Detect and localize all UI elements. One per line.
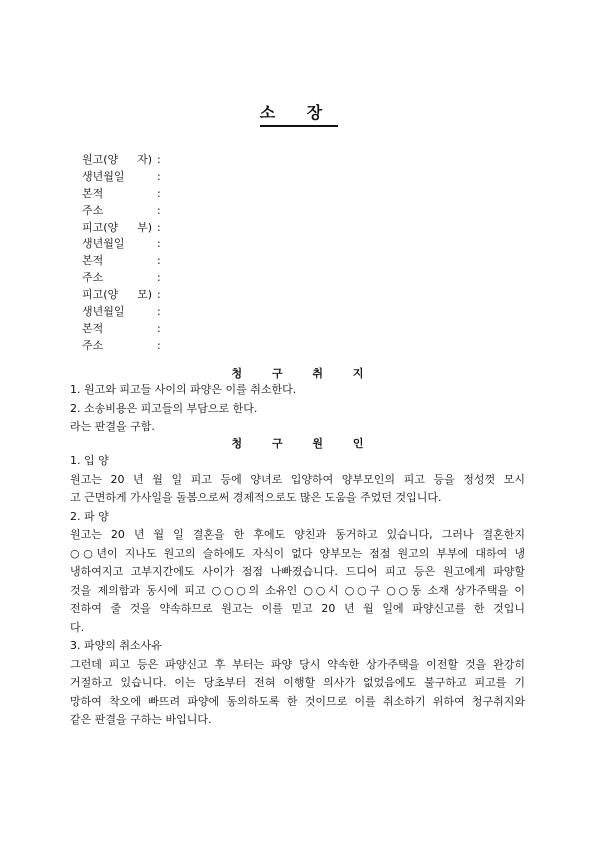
- title-underline: [260, 125, 338, 127]
- paragraph-line: ○○년이 지나도 원고의 슬하에도 자식이 없다 양부모는 점점 원고의 부부에 대하여 냉: [70, 546, 525, 560]
- party-label: 주소: [82, 271, 104, 285]
- party-colon: :: [157, 305, 161, 319]
- party-label: 본적: [82, 321, 104, 335]
- party-colon: :: [157, 271, 161, 285]
- party-row: [82, 236, 161, 253]
- claim-purpose-line: 라는 판결을 구함.: [70, 420, 155, 433]
- claim-purpose-line: 2. 소송비용은 피고들의 부담으로 한다.: [70, 401, 258, 415]
- party-label: 본적: [82, 186, 104, 200]
- claim-purpose-line: 1. 원고와 피고들 사이의 파양은 이를 취소한다.: [70, 383, 297, 396]
- party-row: [82, 338, 161, 355]
- paragraph-line: 고 근면하게 가사일을 돌봄으로써 경제적으로도 많은 도움을 주었던 것입니다.: [70, 491, 442, 504]
- party-row: [82, 270, 161, 287]
- subsection-heading: 1. 입 양: [70, 454, 109, 467]
- party-row: [82, 220, 161, 237]
- party-row: [82, 152, 161, 169]
- party-colon: :: [157, 153, 161, 166]
- party-row: [82, 203, 161, 220]
- party-label: 생년월일: [82, 169, 125, 183]
- party-row: [82, 321, 161, 338]
- party-label: 피고(양 모): [82, 288, 152, 302]
- party-label: 피고(양 부): [82, 220, 152, 234]
- claim-purpose-body: [70, 381, 525, 437]
- subsection-heading: 2. 파 양: [70, 509, 109, 523]
- paragraph-line: 다.: [70, 620, 85, 634]
- party-label: 본적: [82, 254, 104, 268]
- paragraph-line: 거절하고 있습니다. 이는 당초부터 전혀 이행할 의사가 없었음에도 불구하고 피고를 기: [70, 676, 525, 689]
- party-label: 생년월일: [82, 305, 125, 319]
- party-colon: :: [157, 288, 161, 302]
- party-colon: :: [157, 186, 161, 200]
- document-title: 소 장: [259, 103, 336, 122]
- party-row: [82, 304, 161, 321]
- party-colon: :: [157, 169, 161, 183]
- paragraph-line: 것을 제의함과 동시에 피고 ○○○의 소유인 ○○시 ○○구 ○○동 소재 상가주택을 이: [70, 583, 525, 597]
- paragraph-line: 그런데 피고 등은 파양신고 후 부터는 파양 당시 약속한 상가주택을 이전할 것을 완강히: [70, 657, 525, 671]
- party-colon: :: [157, 338, 161, 352]
- party-list: [82, 152, 161, 355]
- party-label: 생년월일: [82, 237, 125, 251]
- party-row: [82, 169, 161, 186]
- paragraph-line: 같은 판결을 구하는 바입니다.: [70, 713, 212, 726]
- party-colon: :: [157, 220, 161, 234]
- party-label: 주소: [82, 203, 104, 217]
- party-colon: :: [157, 237, 161, 251]
- paragraph-line: 냉하여지고 고부지간에도 사이가 점점 나빠졌습니다. 드디어 피고 등은 원고에게 파양할: [70, 565, 525, 578]
- claim-purpose-heading: 청 구 취 지: [231, 367, 364, 380]
- party-row: [82, 186, 161, 203]
- paragraph-line: 원고는 20 년 월 일 피고 등에 양녀로 입양하여 양부모인의 피고 등을 정성껏 모시: [70, 472, 525, 486]
- party-colon: :: [157, 321, 161, 335]
- paragraph-line: 전하여 줄 것을 약속하므로 원고는 이를 믿고 20 년 월 일에 파양신고를 한 것입니: [70, 602, 525, 615]
- party-row: [82, 287, 161, 304]
- party-colon: :: [157, 203, 161, 217]
- party-label: 주소: [82, 338, 104, 352]
- subsection-heading: 3. 파양의 취소사유: [70, 639, 162, 652]
- party-label: 원고(양 자): [82, 153, 152, 166]
- party-colon: :: [157, 254, 161, 268]
- paragraph-line: 망하여 착오에 빠뜨려 파양에 동의하도록 한 것이므로 이를 취소하기 위하여 청구취지와: [70, 694, 525, 708]
- paragraph-line: 원고는 20 년 월 일 결혼을 한 후에도 양친과 동거하고 있습니다, 그러나 결혼한지: [70, 528, 525, 541]
- claim-cause-heading: 청 구 원 인: [231, 437, 364, 450]
- claim-cause-body: [70, 452, 525, 730]
- party-row: [82, 253, 161, 270]
